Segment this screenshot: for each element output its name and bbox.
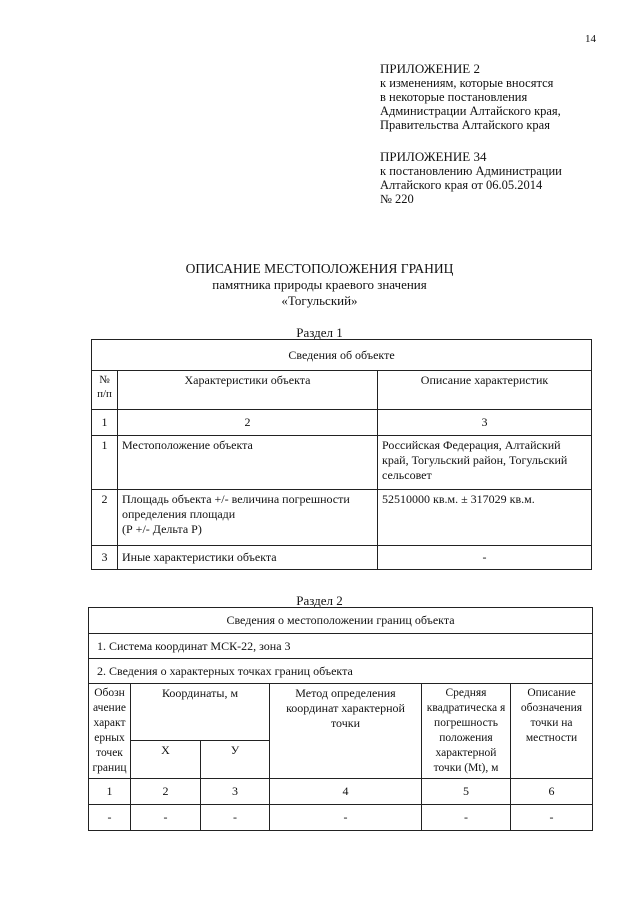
appendix-2-block <box>380 62 561 132</box>
title-line-2: памятника природы краевого значения <box>212 277 427 292</box>
col-number: 4 <box>270 779 422 805</box>
appendix-34-line: № 220 <box>380 192 414 206</box>
col-header-coordinates: Координаты, м <box>131 684 270 741</box>
col-header-location-description: Описание обозначения точки на местности <box>511 684 593 779</box>
appendix-2-line: Администрации Алтайского края, <box>380 104 561 118</box>
appendix-34-block <box>380 150 562 206</box>
col-header-error: Средняя квадратическа я погрешность положения характерной точки (Mt), м <box>422 684 511 779</box>
table-row <box>92 546 592 570</box>
table-row <box>92 490 592 546</box>
row-description: 52510000 кв.м. ± 317029 кв.м. <box>378 490 592 546</box>
cell-point: - <box>89 805 131 831</box>
col-number: 2 <box>131 779 201 805</box>
cell-method: - <box>270 805 422 831</box>
col-header-description: Описание характеристик <box>378 371 592 410</box>
points-header: 2. Сведения о характерных точках границ объекта <box>89 659 593 684</box>
row-characteristic: Иные характеристики объекта <box>118 546 378 570</box>
row-characteristic: Площадь объекта +/- величина погрешности определения площади (Р +/- Дельта Р) <box>118 490 378 546</box>
col-number: 5 <box>422 779 511 805</box>
section-2-label: Раздел 2 <box>296 593 343 608</box>
section-1-label: Раздел 1 <box>296 325 343 340</box>
row-description: Российская Федерация, Алтайский край, Тогульский район, Тогульский сельсовет <box>378 436 592 490</box>
row-num: 1 <box>92 436 118 490</box>
col-header-x: Х <box>131 740 201 778</box>
appendix-34-title: ПРИЛОЖЕНИЕ 34 <box>380 149 487 164</box>
row-num: 3 <box>92 546 118 570</box>
title-line-3: «Тогульский» <box>281 293 358 308</box>
appendix-34-line: к постановлению Администрации <box>380 164 562 178</box>
col-header-characteristics: Характеристики объекта <box>118 371 378 410</box>
col-number: 3 <box>378 410 592 436</box>
appendix-2-line: Правительства Алтайского края <box>380 118 550 132</box>
section-1-table <box>91 339 592 570</box>
title-line-1: ОПИСАНИЕ МЕСТОПОЛОЖЕНИЯ ГРАНИЦ <box>185 261 454 276</box>
section-2-header: Сведения о местоположении границ объекта <box>89 608 593 634</box>
cell-error: - <box>422 805 511 831</box>
section-2-table <box>88 607 593 831</box>
col-number: 3 <box>201 779 270 805</box>
appendix-2-line: в некоторые постановления <box>380 90 528 104</box>
cell-y: - <box>201 805 270 831</box>
cell-description: - <box>511 805 593 831</box>
table-row <box>89 805 593 831</box>
cell-x: - <box>131 805 201 831</box>
row-description: - <box>378 546 592 570</box>
section-1-header: Сведения об объекте <box>92 340 592 371</box>
col-number: 6 <box>511 779 593 805</box>
row-num: 2 <box>92 490 118 546</box>
coordinate-system: 1. Система координат МСК-22, зона 3 <box>89 634 593 659</box>
page-number: 14 <box>585 33 596 45</box>
col-header-num: № п/п <box>92 371 118 410</box>
appendix-34-line: Алтайского края от 06.05.2014 <box>380 178 543 192</box>
col-number: 1 <box>92 410 118 436</box>
table-row <box>92 436 592 490</box>
appendix-2-title: ПРИЛОЖЕНИЕ 2 <box>380 61 480 76</box>
col-header-point: Обозн ачение характ ерных точек границ <box>89 684 131 779</box>
row-characteristic: Местоположение объекта <box>118 436 378 490</box>
col-number: 2 <box>118 410 378 436</box>
col-number: 1 <box>89 779 131 805</box>
appendix-2-line: к изменениям, которые вносятся <box>380 76 554 90</box>
document-title <box>0 261 639 309</box>
col-header-y: У <box>201 740 270 778</box>
col-header-method: Метод определения координат характерной точки <box>270 684 422 779</box>
